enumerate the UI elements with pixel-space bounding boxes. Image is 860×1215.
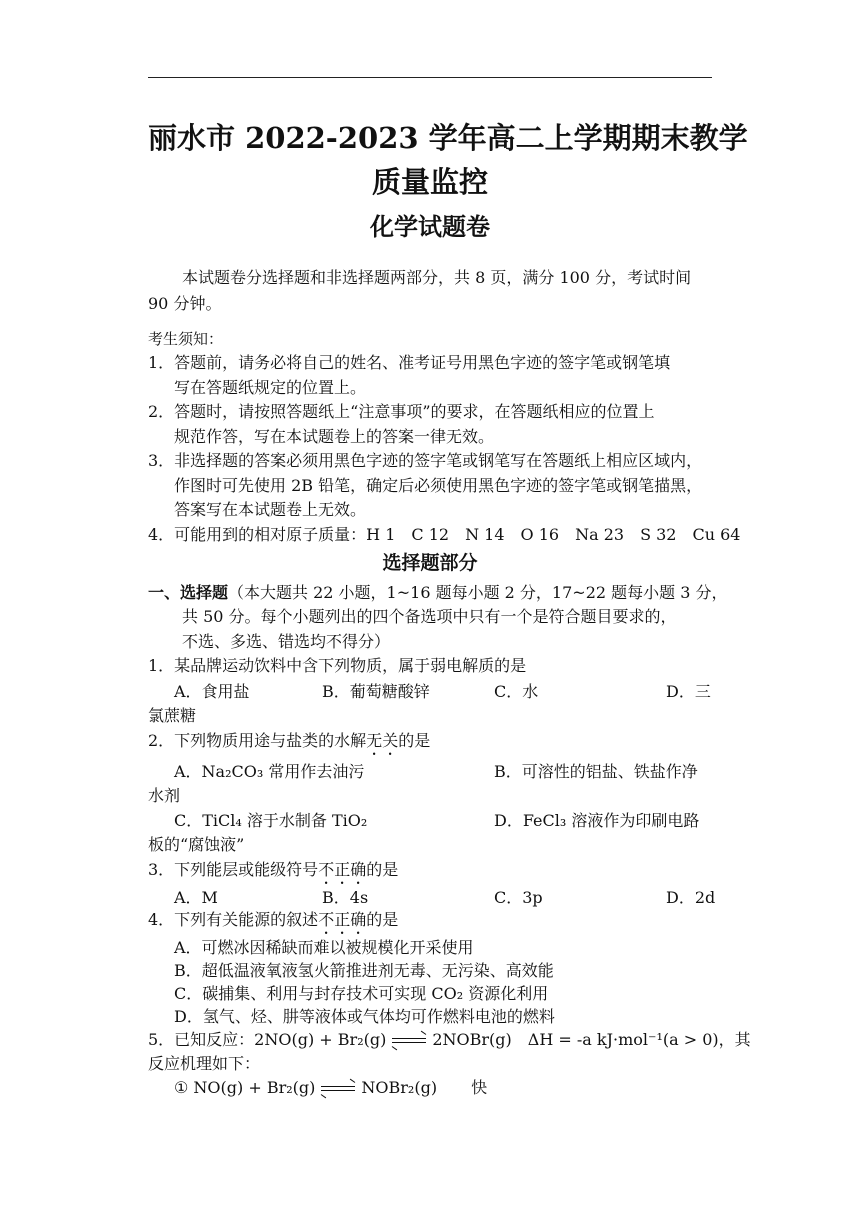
q1-option-d-cont: 氯蔗糖	[148, 706, 197, 725]
part1-desc2: 共 50 分。每个小题列出的四个备选项中只有一个是符合题目要求的，	[182, 607, 677, 626]
q3-stem-post: 的是	[366, 860, 399, 879]
section-title: 选择题部分	[382, 552, 478, 574]
notice-item-3-line2: 作图时可先使用 2B 铅笔，确定后必须使用黑色字迹的签字笔或钢笔描黑，	[174, 476, 703, 495]
part1-desc1: （本大题共 22 小题，1~16 题每小题 2 分，17~22 题每小题 3 分，	[228, 583, 728, 602]
q5-step1-rate: 快	[471, 1078, 488, 1097]
notice-item-4-line1: 4．可能用到的相对原子质量：H 1 C 12 N 14 O 16 Na 23 S 32 Cu 64	[148, 525, 741, 544]
q2-option-b: B．可溶性的铝盐、铁盐作净	[494, 762, 698, 781]
exam-title-line2: 质量监控	[371, 165, 488, 199]
q2-option-c: C．TiCl₄ 溶于水制备 TiO₂	[174, 811, 368, 830]
q4-stem-pre: 4．下列有关能源的叙述	[148, 910, 319, 929]
intro-line2: 90 分钟。	[148, 294, 222, 313]
q2-stem-emphasis: 无关	[366, 731, 399, 750]
q5-stem-line2: 反应机理如下：	[148, 1054, 261, 1073]
q3-stem	[148, 860, 398, 888]
q1-option-b: B．葡萄糖酸锌	[322, 682, 430, 701]
q1-option-c: C．水	[494, 682, 539, 701]
q3-option-b: B．4s	[322, 888, 369, 907]
part1-desc3: 不选、多选、错选均不得分）	[182, 632, 391, 651]
equilibrium-arrow-icon	[392, 1036, 426, 1046]
q5-equation-left: 5．已知反应：2NO(g) + Br₂(g)	[148, 1030, 387, 1049]
notice-item-2-line1: 2．答题时，请按照答题纸上“注意事项”的要求，在答题纸相应的位置上	[148, 402, 655, 421]
header-rule	[148, 77, 712, 78]
q4-option-d: D．氢气、烃、肼等液体或气体均可作燃料电池的燃料	[174, 1007, 555, 1026]
q4-stem-post: 的是	[366, 910, 399, 929]
q3-stem-pre: 3．下列能层或能级符号	[148, 860, 319, 879]
q3-option-d: D．2d	[666, 888, 716, 907]
exam-subtitle: 化学试题卷	[370, 212, 490, 241]
q2-stem	[148, 731, 430, 759]
q2-option-a: A．Na₂CO₃ 常用作去油污	[174, 762, 365, 781]
q2-stem-pre: 2．下列物质用途与盐类的水解	[148, 731, 367, 750]
notice-heading: 考生须知：	[148, 330, 224, 348]
q3-stem-emphasis: 不正确	[318, 860, 367, 879]
notice-item-1-line2: 写在答题纸规定的位置上。	[174, 378, 367, 397]
notice-item-3-line3: 答案写在本试题卷上无效。	[174, 500, 367, 519]
q2-stem-post: 的是	[398, 731, 431, 750]
q5-step1-right: NOBr₂(g)	[361, 1078, 438, 1097]
q1-option-d: D．三	[666, 682, 711, 701]
q4-option-c: C．碳捕集、利用与封存技术可实现 CO₂ 资源化利用	[174, 984, 549, 1003]
part1-label: 一、选择题	[148, 583, 229, 602]
q5-step1	[174, 1078, 487, 1098]
q5-step1-left: ① NO(g) + Br₂(g)	[174, 1078, 316, 1097]
q4-stem	[148, 910, 398, 938]
q1-option-a: A．食用盐	[174, 682, 250, 701]
notice-item-3-line1: 3．非选择题的答案必须用黑色字迹的签字笔或钢笔写在答题纸上相应区域内，	[148, 451, 703, 470]
q3-option-c: C．3p	[494, 888, 543, 907]
q5-stem	[148, 1030, 751, 1050]
q5-equation-right: 2NOBr(g) ΔH = -a kJ·mol⁻¹(a > 0)，其	[432, 1030, 751, 1049]
notice-item-2-line2: 规范作答，写在本试题卷上的答案一律无效。	[174, 427, 495, 446]
intro-line1: 本试题卷分选择题和非选择题两部分，共 8 页，满分 100 分，考试时间	[182, 268, 692, 287]
q1-stem: 1．某品牌运动饮料中含下列物质，属于弱电解质的是	[148, 656, 527, 675]
q2-option-d: D．FeCl₃ 溶液作为印刷电路	[494, 811, 700, 830]
q4-option-b: B．超低温液氧液氢火箭推进剂无毒、无污染、高效能	[174, 961, 554, 980]
q4-stem-emphasis: 不正确	[318, 910, 367, 929]
q3-option-a: A．M	[174, 888, 218, 907]
part1-heading	[148, 583, 728, 603]
exam-title-line1: 丽水市 2022-2023 学年高二上学期期末教学	[148, 121, 748, 155]
q4-option-a: A．可燃冰因稀缺而难以被规模化开采使用	[174, 938, 474, 957]
q2-option-b-cont: 水剂	[148, 786, 181, 805]
notice-item-1-line1: 1．答题前，请务必将自己的姓名、准考证号用黑色字迹的签字笔或钢笔填	[148, 353, 671, 372]
q2-option-d-cont: 板的“腐蚀液”	[148, 835, 245, 854]
equilibrium-arrow-icon	[321, 1084, 355, 1094]
